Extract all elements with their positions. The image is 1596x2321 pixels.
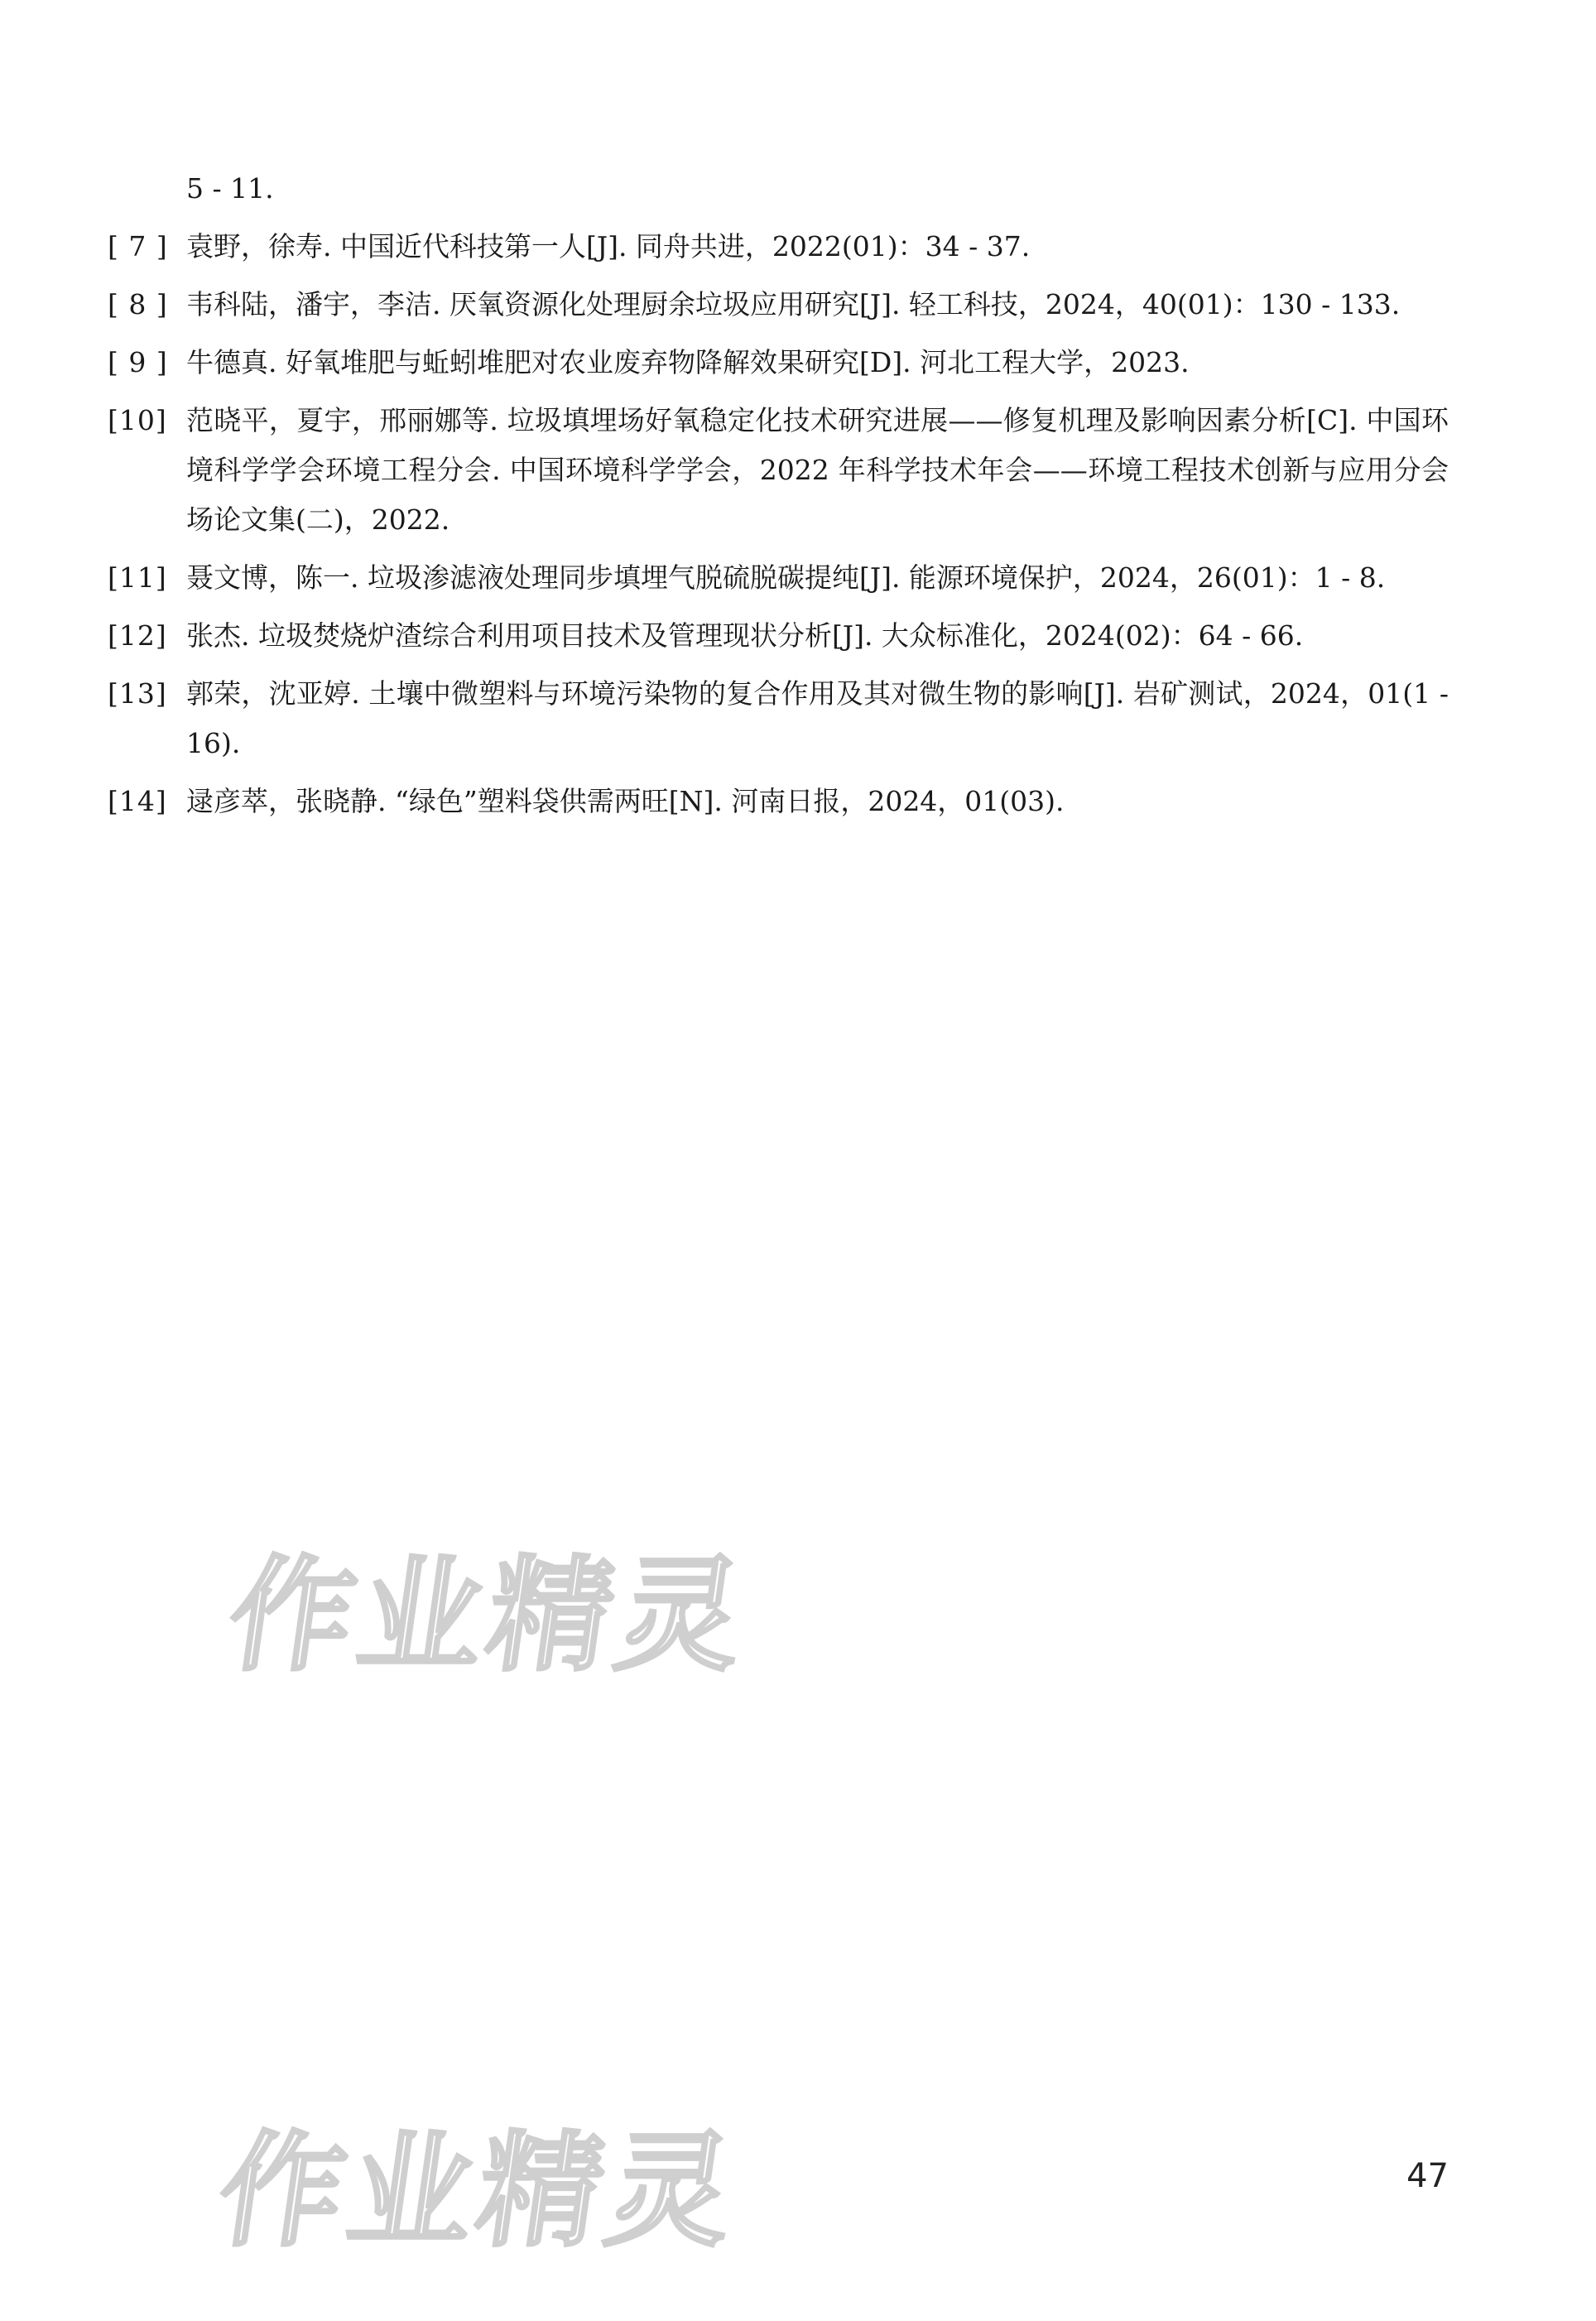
reference-text: 范晓平，夏宇，邢丽娜等. 垃圾填埋场好氧稳定化技术研究进展——修复机理及影响因素分析[C]. 中国环境科学学会环境工程分会. 中国环境科学学会，2022 年科学技术年会——环境工程技术创新与应用分会场论文集(二)，2022. (186, 404, 1449, 536)
reference-number: [ 8 ] (108, 288, 168, 320)
reference-item (108, 396, 1449, 545)
reference-text: 牛德真. 好氧堆肥与蚯蚓堆肥对农业废弃物降解效果研究[D]. 河北工程大学，2023. (186, 346, 1190, 378)
reference-list (108, 164, 1449, 835)
reference-item (108, 338, 1449, 388)
reference-item (108, 611, 1449, 661)
reference-number: [ 7 ] (108, 230, 168, 262)
reference-text: 韦科陆，潘宇，李洁. 厌氧资源化处理厨余垃圾应用研究[J]. 轻工科技，2024，40(01)：130 - 133. (186, 288, 1401, 320)
page-number: 47 (1406, 2157, 1449, 2195)
reference-number: [14] (108, 785, 167, 817)
reference-number: [11] (108, 561, 167, 594)
reference-text: 5 - 11. (186, 172, 274, 205)
reference-item (108, 164, 1449, 214)
reference-text: 张杰. 垃圾焚烧炉渣综合利用项目技术及管理现状分析[J]. 大众标准化，2024(02)：64 - 66. (186, 619, 1304, 652)
reference-item (108, 222, 1449, 272)
reference-item (108, 553, 1449, 603)
reference-item (108, 777, 1449, 826)
reference-text: 聂文博，陈一. 垃圾渗滤液处理同步填埋气脱硫脱碳提纯[J]. 能源环境保护，2024，26(01)：1 - 8. (186, 561, 1386, 594)
reference-number: [ 9 ] (108, 346, 168, 378)
reference-number: [12] (108, 619, 167, 652)
reference-number: [13] (108, 677, 167, 710)
reference-item (108, 280, 1449, 330)
watermark: 作业精灵 (219, 1544, 757, 1688)
reference-text: 郭荣，沈亚婷. 土壤中微塑料与环境污染物的复合作用及其对微生物的影响[J]. 岩矿测试，2024，01(1 - 16). (186, 677, 1449, 759)
reference-item (108, 669, 1449, 768)
reference-number: [10] (108, 404, 167, 436)
reference-text: 袁野，徐寿. 中国近代科技第一人[J]. 同舟共进，2022(01)：34 - 37. (186, 230, 1031, 262)
reference-text: 逯彦萃，张晓静. “绿色”塑料袋供需两旺[N]. 河南日报，2024，01(03). (186, 785, 1065, 817)
watermark: 作业精灵 (209, 2120, 748, 2264)
